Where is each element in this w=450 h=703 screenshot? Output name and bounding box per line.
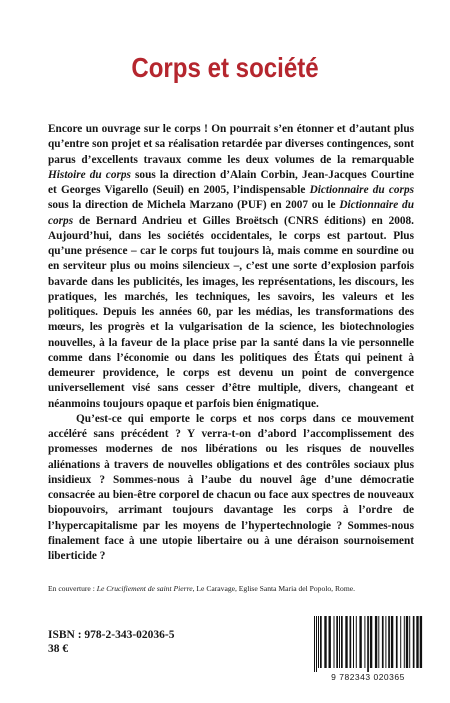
barcode-bar bbox=[391, 616, 393, 668]
price: 38 € bbox=[48, 643, 69, 655]
barcode-bar bbox=[345, 616, 347, 668]
barcode-bar bbox=[353, 616, 354, 668]
barcode-bar bbox=[370, 616, 372, 668]
barcode-bar bbox=[367, 616, 369, 672]
barcode-bar bbox=[416, 616, 418, 668]
paragraph-1: Encore un ouvrage sur le corps ! On pourrait s’en étonner et d’autant plus qu’entre son projet et sa réalisation retardée par diverses contingences, sont parus d’excellents travaux comme les deux volumes de la remarquable Histoire du corps sous la direction d’Alain Corbin, Jean-Jacques Courtine et Georges Vigarello (Seuil) en 2005, l’indispensable Dictionnaire du corps sous la direction de Michela Marzano (PUF) en 2007 ou le Dictionnaire du corps de Bernard Andrieu et Gilles Broëtsch (CNRS éditions) en 2008. Aujourd’hui, dans les sociétés occidentales, le corps est partout. Plus qu’une présence – car le corps fut toujours là, mais comme en sourdine ou en serviteur plus ou moins silencieux –, c’est une sorte d’explosion parfois bavarde dans les publicités, les images, les représentations, les discours, les pratiques, les marchés, les techniques, les savoirs, les valeurs et les politiques. Depuis les années 60, par les médias, les transformations des mœurs, les progrès et la vulgarisation de la science, les biotechnologies nouvelles, à la faveur de la place prise par la santé dans la vie personnelle comme dans l’économie ou dans les politiques des États qui peinent à demeurer providence, le corps est devenu un point de convergence universellement visé sans cesser d’être multiple, divers, changeant et néanmoins toujours opaque et parfois bien énigmatique. bbox=[48, 123, 415, 410]
barcode-bar bbox=[359, 616, 361, 668]
barcode-bar bbox=[420, 616, 422, 668]
paragraph-2: Qu’est-ce qui emporte le corps et nos corps dans ce mouvement accéléré sans précédent ? Y verra-t-on d’abord l’accomplissement des promesses modernes de nos libérations ou les risques de nouvelles aliénations à travers de nouvelles obligations et des contrôles sociaux plus insidieux ? Sommes-nous à l’aube du nouvel âge d’une démocratie consacrée au bien-être corporel de chacun ou face aux spectres de nouveaux biopouvoirs, arrimant toujours davantage les corps à l’ordre de l’hypercapitalisme par les moyens de l’hypertechnologie ? Sommes-nous finalement face à une utopie libertaire ou à une déraison sournoisement liberticide ? bbox=[48, 412, 414, 562]
barcode-bar bbox=[406, 616, 408, 668]
barcode-bar bbox=[334, 616, 335, 668]
barcode-bar bbox=[316, 616, 317, 672]
barcode-bar bbox=[364, 616, 365, 668]
isbn-block bbox=[48, 628, 175, 656]
barcode-bar bbox=[339, 616, 340, 668]
barcode-bar bbox=[385, 616, 386, 668]
barcode-bar bbox=[388, 616, 390, 668]
barcode-bar bbox=[378, 616, 379, 668]
barcode-bar bbox=[396, 616, 398, 668]
barcode-bar bbox=[404, 616, 405, 668]
cover-credit-prefix: En couverture : bbox=[48, 584, 97, 593]
cover-credit-work: Le Crucifiement de saint Pierre bbox=[96, 584, 193, 593]
barcode-bar bbox=[336, 616, 338, 668]
barcode-bar bbox=[341, 616, 343, 668]
barcode-bar bbox=[329, 616, 331, 668]
barcode-bar bbox=[350, 616, 352, 668]
book-title: Corps et société bbox=[131, 52, 319, 83]
barcode-bar bbox=[409, 616, 410, 668]
barcode-bar bbox=[318, 616, 319, 668]
cover-credit-suffix: , Le Caravage, Eglise Santa Maria del Popolo, Rome. bbox=[192, 584, 355, 593]
barcode-bar bbox=[375, 616, 377, 668]
book-title-ref: Dictionnaire du corps bbox=[309, 184, 414, 196]
barcode-bar bbox=[356, 616, 357, 668]
barcode-bars bbox=[310, 616, 426, 672]
back-cover-text bbox=[48, 122, 414, 564]
barcode-bar bbox=[400, 616, 401, 668]
barcode bbox=[310, 616, 426, 682]
book-title-ref: Histoire du corps bbox=[48, 168, 131, 181]
barcode-bar bbox=[382, 616, 384, 668]
book-title-ref: Dictionnaire du corps bbox=[48, 199, 414, 227]
barcode-number: 9 782343 020365 bbox=[331, 672, 405, 682]
barcode-bar bbox=[320, 616, 322, 668]
barcode-bar bbox=[324, 616, 326, 668]
barcode-bar bbox=[413, 616, 415, 668]
isbn: ISBN : 978-2-343-02036-5 bbox=[48, 629, 175, 641]
barcode-bar bbox=[314, 616, 315, 672]
cover-credit bbox=[48, 584, 428, 594]
